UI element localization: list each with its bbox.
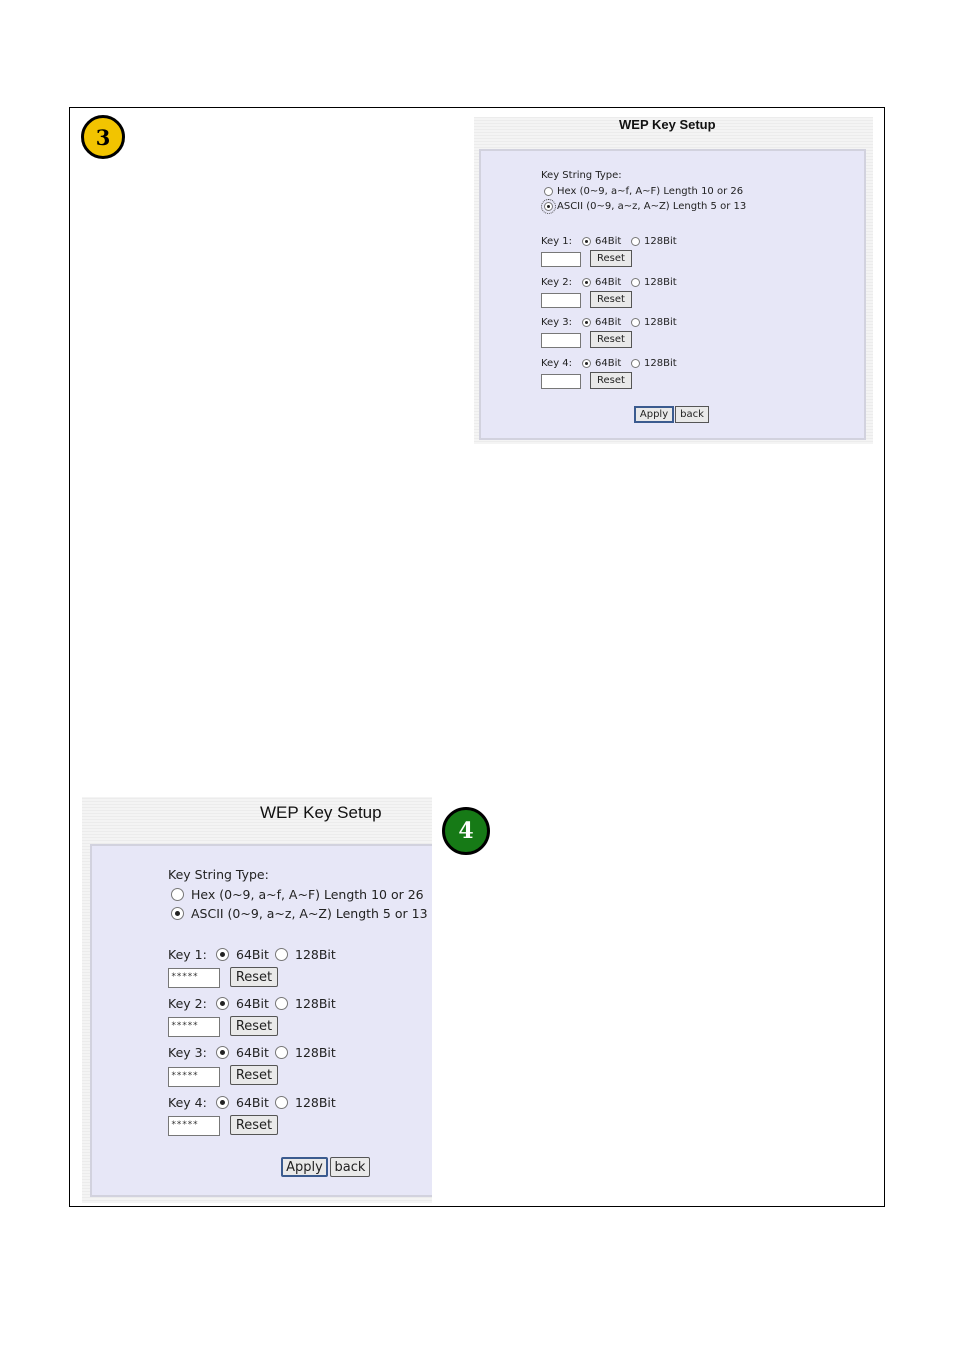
key-4-128bit-radio[interactable] bbox=[275, 1096, 288, 1109]
key-3-128bit-radio[interactable] bbox=[275, 1046, 288, 1059]
key-3-input[interactable]: ***** bbox=[168, 1067, 220, 1087]
key-1-128bit-radio[interactable] bbox=[631, 237, 640, 246]
key-2-row: Key 2: 64Bit 128Bit bbox=[541, 277, 677, 288]
key-3-row: Key 3: 64Bit 128Bit bbox=[168, 1045, 336, 1060]
key-2-128bit-radio[interactable] bbox=[275, 997, 288, 1010]
wep-panel bbox=[479, 149, 866, 440]
key-4-128bit-radio[interactable] bbox=[631, 359, 640, 368]
ascii-radio[interactable] bbox=[171, 907, 184, 920]
wep-panel bbox=[90, 844, 432, 1197]
key-3-64bit-radio[interactable] bbox=[216, 1046, 229, 1059]
key-1-input[interactable] bbox=[541, 252, 581, 267]
key-2-64bit-radio[interactable] bbox=[582, 278, 591, 287]
key-3-reset-button[interactable]: Reset bbox=[590, 331, 632, 348]
key-3-128bit-radio[interactable] bbox=[631, 318, 640, 327]
ascii-option[interactable]: ASCII (0~9, a~z, A~Z) Length 5 or 13 bbox=[171, 906, 428, 921]
hex-option[interactable]: Hex (0~9, a~f, A~F) Length 10 or 26 bbox=[171, 887, 424, 902]
key-2-row: Key 2: 64Bit 128Bit bbox=[168, 996, 336, 1011]
key-4-reset-button[interactable]: Reset bbox=[230, 1115, 278, 1135]
key-2-64bit-radio[interactable] bbox=[216, 997, 229, 1010]
key-1-row: Key 1: 64Bit 128Bit bbox=[541, 236, 677, 247]
key-3-64bit-radio[interactable] bbox=[582, 318, 591, 327]
hex-radio[interactable] bbox=[544, 187, 553, 196]
key-1-reset-button[interactable]: Reset bbox=[230, 967, 278, 987]
step-3-badge: 3 bbox=[81, 115, 125, 159]
key-4-input[interactable]: ***** bbox=[168, 1116, 220, 1136]
key-1-64bit-radio[interactable] bbox=[582, 237, 591, 246]
key-4-64bit-radio[interactable] bbox=[582, 359, 591, 368]
key-4-row: Key 4: 64Bit 128Bit bbox=[168, 1095, 336, 1110]
apply-button[interactable]: Apply bbox=[634, 406, 674, 423]
key-3-reset-button[interactable]: Reset bbox=[230, 1065, 278, 1085]
key-1-reset-button[interactable]: Reset bbox=[590, 250, 632, 267]
key-1-row: Key 1: 64Bit 128Bit bbox=[168, 947, 336, 962]
back-button[interactable]: back bbox=[330, 1157, 370, 1177]
ascii-option[interactable]: ASCII (0~9, a~z, A~Z) Length 5 or 13 bbox=[544, 201, 746, 212]
wep-key-setup-screenshot-filled bbox=[82, 797, 432, 1203]
key-1-128bit-radio[interactable] bbox=[275, 948, 288, 961]
key-2-input[interactable] bbox=[541, 293, 581, 308]
hex-option[interactable]: Hex (0~9, a~f, A~F) Length 10 or 26 bbox=[544, 186, 743, 197]
key-4-input[interactable] bbox=[541, 374, 581, 389]
ascii-radio[interactable] bbox=[544, 202, 553, 211]
wep-key-setup-screenshot-empty bbox=[474, 117, 873, 444]
page-title: WEP Key Setup bbox=[260, 803, 382, 822]
key-3-row: Key 3: 64Bit 128Bit bbox=[541, 317, 677, 328]
key-2-reset-button[interactable]: Reset bbox=[590, 291, 632, 308]
key-1-input[interactable]: ***** bbox=[168, 968, 220, 988]
key-string-type-label: Key String Type: bbox=[541, 170, 622, 181]
key-4-reset-button[interactable]: Reset bbox=[590, 372, 632, 389]
key-2-input[interactable]: ***** bbox=[168, 1017, 220, 1037]
key-string-type-label: Key String Type: bbox=[168, 867, 269, 882]
hex-radio[interactable] bbox=[171, 888, 184, 901]
step-4-badge: 4 bbox=[442, 807, 490, 855]
page-title: WEP Key Setup bbox=[619, 117, 716, 132]
key-4-64bit-radio[interactable] bbox=[216, 1096, 229, 1109]
apply-button[interactable]: Apply bbox=[281, 1157, 328, 1177]
key-1-64bit-radio[interactable] bbox=[216, 948, 229, 961]
key-2-128bit-radio[interactable] bbox=[631, 278, 640, 287]
key-4-row: Key 4: 64Bit 128Bit bbox=[541, 358, 677, 369]
key-2-reset-button[interactable]: Reset bbox=[230, 1016, 278, 1036]
key-3-input[interactable] bbox=[541, 333, 581, 348]
back-button[interactable]: back bbox=[675, 406, 709, 423]
